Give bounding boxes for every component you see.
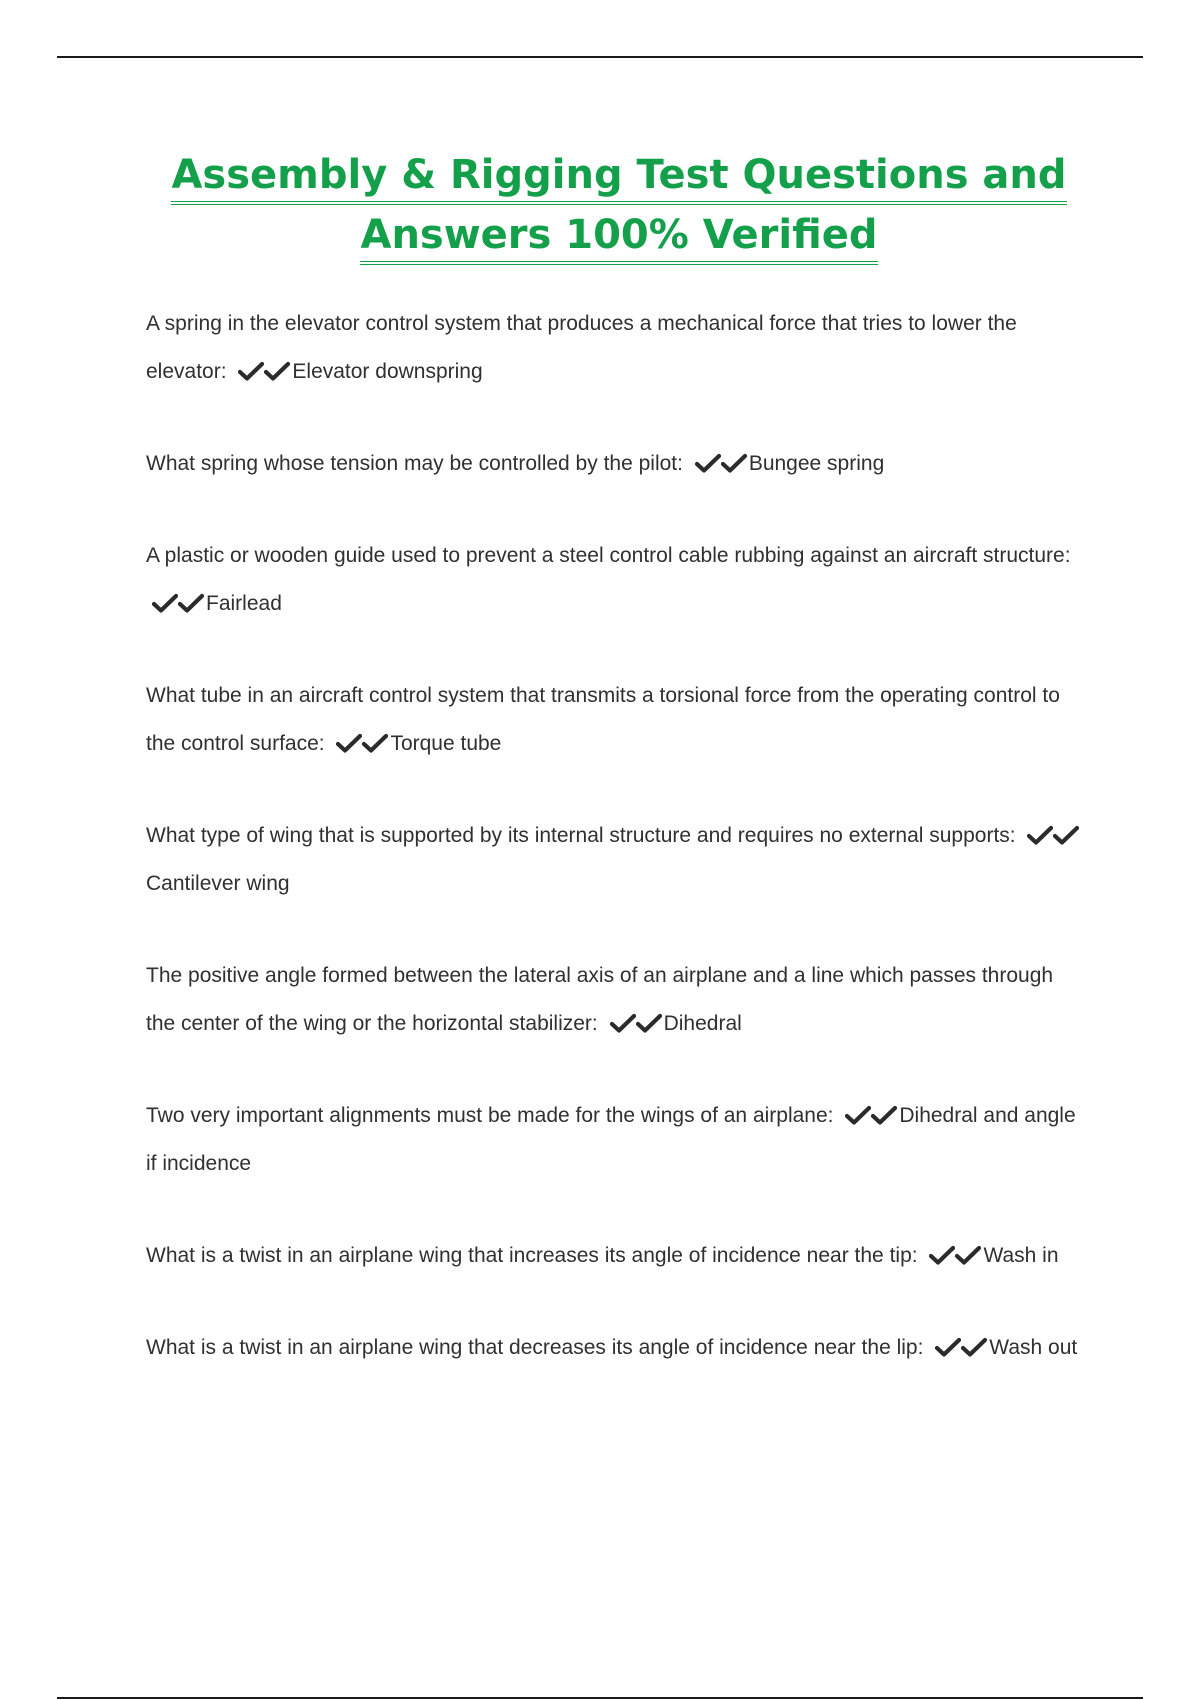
check-mark-icon [845,1105,871,1125]
question-text: Two very important alignments must be made for the wings of an airplane: [146,1104,834,1127]
qa-item [146,952,1086,1048]
check-mark-icon [152,593,178,613]
double-check [238,348,290,396]
question-text: A spring in the elevator control system that produces a mechanical force that tries to lower the elevator: [146,312,1017,383]
double-check [935,1324,987,1372]
check-mark-icon [610,1013,636,1033]
question-text: What spring whose tension may be controlled by the pilot: [146,452,683,475]
answer-text: Bungee spring [748,452,885,475]
document-title [150,145,1088,265]
answer-text: Dihedral [663,1012,742,1035]
check-mark-icon [178,593,204,613]
answer-text: Wash out [989,1336,1078,1359]
check-mark-icon [1027,825,1053,845]
qa-item [146,1232,1086,1280]
qa-item [146,440,1086,488]
question-text: What is a twist in an airplane wing that increases its angle of incidence near the tip: [146,1244,918,1267]
check-mark-icon [929,1245,955,1265]
title-line-1: Assembly & Rigging Test Questions and [171,149,1066,205]
check-mark-icon [961,1337,987,1357]
double-check [610,1000,662,1048]
answer-text: Cantilever wing [146,872,290,895]
double-check [845,1092,897,1140]
check-mark-icon [238,361,264,381]
question-text: A plastic or wooden guide used to prevent a steel control cable rubbing against an aircraft structure: [146,544,1071,567]
answer-text: Dihedral and angle if incidence [146,1104,1076,1175]
qa-list [146,300,1086,1416]
question-text: What type of wing that is supported by its internal structure and requires no external supports: [146,824,1016,847]
answer-text: Fairlead [206,592,282,615]
title-line-2: Answers 100% Verified [360,209,877,265]
check-mark-icon [336,733,362,753]
check-mark-icon [636,1013,662,1033]
qa-item [146,300,1086,396]
qa-item [146,672,1086,768]
double-check [1027,812,1079,860]
answer-text: Torque tube [390,732,502,755]
answer-text: Elevator downspring [292,360,483,383]
bottom-rule [57,1697,1143,1699]
qa-item [146,532,1086,628]
qa-item [146,1324,1086,1372]
check-mark-icon [955,1245,981,1265]
check-mark-icon [871,1105,897,1125]
question-text: What tube in an aircraft control system that transmits a torsional force from the operating control to the control surface: [146,684,1060,755]
check-mark-icon [1053,825,1079,845]
check-mark-icon [264,361,290,381]
check-mark-icon [695,453,721,473]
check-mark-icon [721,453,747,473]
question-text: What is a twist in an airplane wing that decreases its angle of incidence near the lip: [146,1336,924,1359]
check-mark-icon [935,1337,961,1357]
question-text: The positive angle formed between the lateral axis of an airplane and a line which passes through the center of the wing or the horizontal stabilizer: [146,964,1054,1035]
double-check [929,1232,981,1280]
double-check [152,580,204,628]
top-rule [57,56,1143,58]
qa-item [146,812,1086,908]
answer-text: Wash in [983,1244,1059,1267]
double-check [336,720,388,768]
qa-item [146,1092,1086,1188]
double-check [695,440,747,488]
check-mark-icon [362,733,388,753]
